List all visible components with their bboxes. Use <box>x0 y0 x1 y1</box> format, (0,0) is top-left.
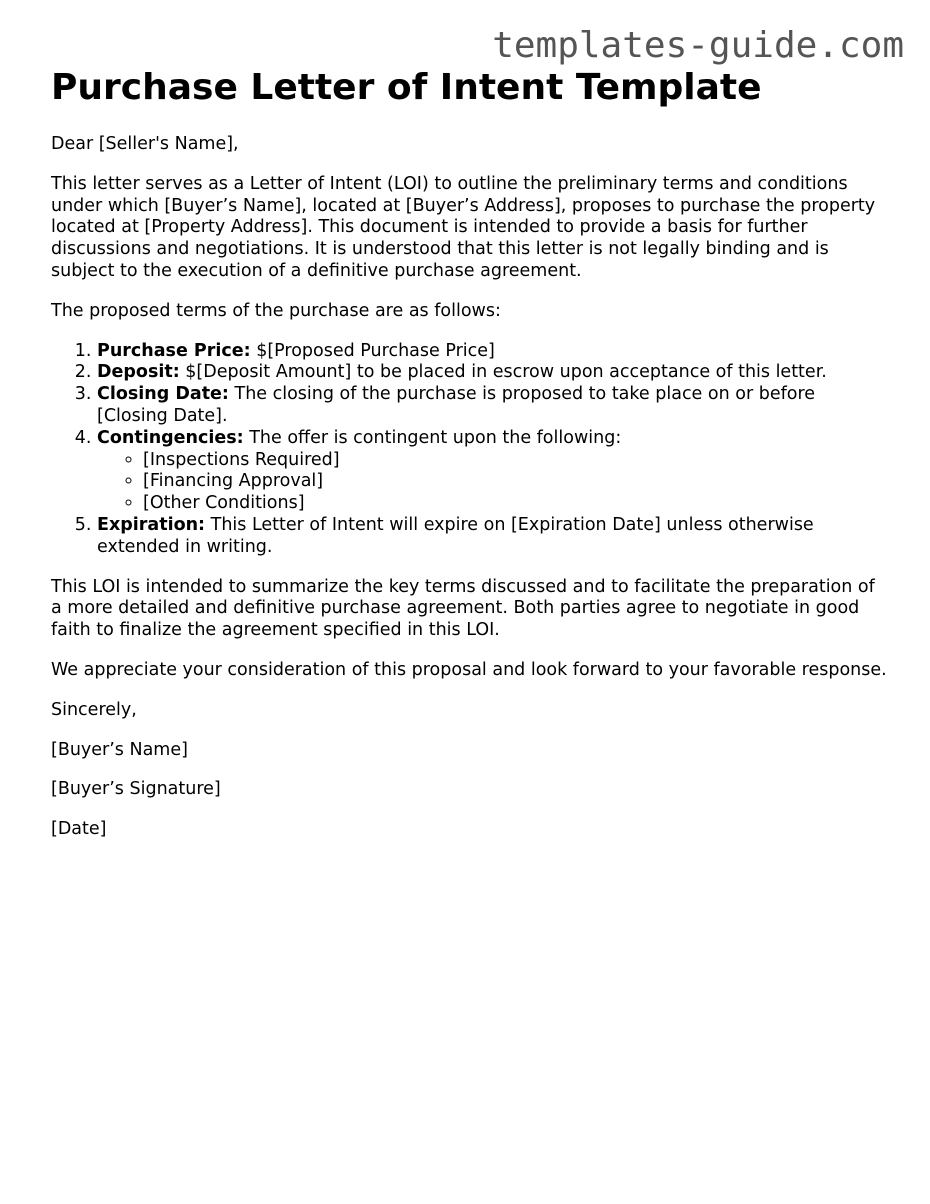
contingency-item: ◦ [Financing Approval] <box>143 471 891 493</box>
term-text: $[Deposit Amount] to be placed in escrow upon acceptance of this letter. <box>179 362 827 383</box>
watermark: templates-guide.com <box>492 25 904 66</box>
term-deposit <box>97 362 891 384</box>
sign-off: Sincerely, <box>51 699 137 720</box>
term-contingencies <box>97 428 891 515</box>
page-title: Purchase Letter of Intent Template <box>51 67 762 108</box>
contingency-list <box>97 450 891 515</box>
buyer-signature: [Buyer’s Signature] <box>51 779 221 800</box>
term-text: $[Proposed Purchase Price] <box>250 340 495 361</box>
contingency-item: ◦ [Inspections Required] <box>143 450 891 472</box>
term-label: Expiration: <box>97 514 206 535</box>
letter-document <box>51 66 891 841</box>
buyer-name: [Buyer’s Name] <box>51 739 188 760</box>
term-label: Closing Date: <box>97 384 229 405</box>
intro-paragraph: This letter serves as a Letter of Intent (LOI) to outline the preliminary terms and conditions under which [Buyer’s Name], located at [Buyer’s Address], proposes to purchase the property located at [Property Address]. This document is intended to provide a basis for further discussions and negotiations. It is understood that this letter is not legally binding and is subject to the execution of a definitive purchase agreement. <box>51 173 876 281</box>
closing-paragraph-2: We appreciate your consideration of this proposal and look forward to your favorable response. <box>51 659 887 680</box>
term-text: This Letter of Intent will expire on [Expiration Date] unless otherwise extended in writing. <box>97 514 814 557</box>
term-closing-date <box>97 384 891 428</box>
term-purchase-price <box>97 341 891 363</box>
signature-date: [Date] <box>51 819 107 840</box>
term-text: The closing of the purchase is proposed to take place on or before [Closing Date]. <box>97 384 816 426</box>
terms-lead: The proposed terms of the purchase are as follows: <box>51 300 501 321</box>
term-label: Purchase Price: <box>97 340 251 361</box>
term-expiration <box>97 515 891 559</box>
greeting: Dear [Seller's Name], <box>51 134 239 154</box>
term-text: The offer is contingent upon the following: <box>243 427 622 448</box>
closing-paragraph-1: This LOI is intended to summarize the key terms discussed and to facilitate the preparation of a more detailed and definitive purchase agreement. Both parties agree to negotiate in good faith to finalize the agreement specified in this LOI. <box>51 576 875 641</box>
term-label: Deposit: <box>97 362 180 383</box>
contingency-item: ◦ [Other Conditions] <box>143 493 891 515</box>
terms-list <box>51 341 891 559</box>
term-label: Contingencies: <box>97 427 244 448</box>
